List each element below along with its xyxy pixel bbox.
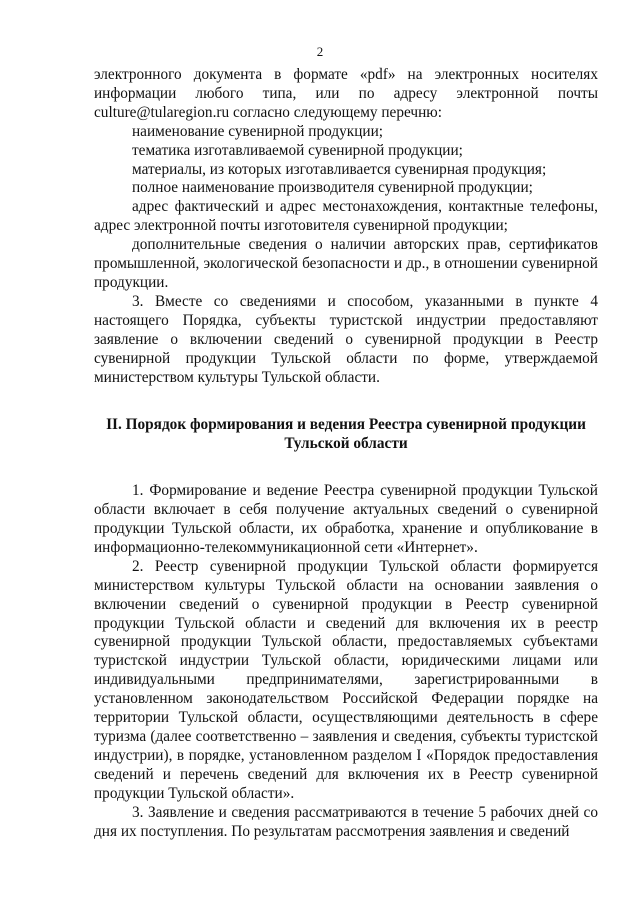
section-paragraph-3: 3. Заявление и сведения рассматриваются в течение 5 рабочих дней со дня их поступления. По результатам рассмотрения заявления и сведений [94, 803, 598, 840]
list-item: полное наименование производителя сувенирной продукции; [132, 179, 533, 197]
item-3-paragraph: 3. Вместе со сведениями и способом, указанными в пункте 4 настоящего Порядка, субъекты туристской индустрии предоставляют заявление о включении сведений о сувенирной продукции в Реестр сувенирной продукции Тульской области по форме, утверждаемой министерством культуры Тульской области. [94, 292, 598, 386]
section-paragraph-1: 1. Формирование и ведение Реестра сувенирной продукции Тульской области включает в себя получение актуальных сведений о сувенирной продукции Тульской области, их обработка, хранение и опубликование в информационно-телекоммуникационной сети «Интернет». [94, 482, 598, 556]
list-item: тематика изготавливаемой сувенирной продукции; [132, 141, 463, 159]
page-number: 2 [316, 44, 324, 59]
document-body [94, 66, 598, 841]
list-item: наименование сувенирной продукции; [132, 122, 384, 140]
list-item: дополнительные сведения о наличии авторских прав, сертификатов промышленной, экологической безопасности и др., в отношении сувенирной продукции. [94, 236, 598, 291]
section-heading-line-2: Тульской области [284, 435, 408, 453]
section-heading-line-1: II. Порядок формирования и ведения Реестра сувенирной продукции [106, 416, 586, 434]
section-paragraph-2: 2. Реестр сувенирной продукции Тульской области формируется министерством культуры Тульской области на основании заявления о включении сведений о сувенирной продукции в Реестр сувенирной продукции Тульской области и сведений для включения их в реестр сувенирной продукции Тульской области, предоставляемых субъектами туристской индустрии Тульской области, юридическими лицами или индивидуальными предпринимателями, зарегистрированными в установленном законодательством Российской Федерации порядке на территории Тульской области, осуществляющими деятельность в сфере туризма (далее соответственно – заявления и сведения, субъекты туристской индустрии), в порядке, установленном разделом I «Порядок предоставления сведений и перечень сведений для включения их в Реестр сувенирной продукции Тульской области». [94, 557, 598, 802]
intro-paragraph: электронного документа в формате «pdf» на электронных носителях информации любого типа, или по адресу электронной почты culture@tularegion.ru согласно следующему перечню: [94, 66, 598, 121]
list-item: адрес фактический и адрес местонахождения, контактные телефоны, адрес электронной почты изготовителя сувенирной продукции; [94, 198, 598, 235]
section-heading [94, 416, 598, 454]
list-item: материалы, из которых изготавливается сувенирная продукция; [132, 160, 547, 178]
